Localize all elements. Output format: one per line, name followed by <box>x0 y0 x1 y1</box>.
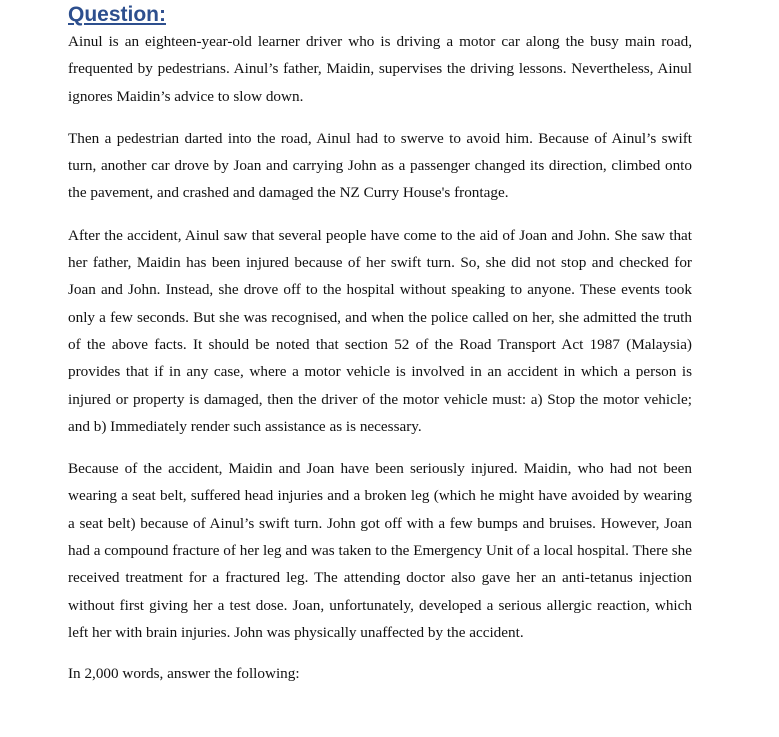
document-page <box>68 0 692 688</box>
paragraph-swerve: Then a pedestrian darted into the road, Ainul had to swerve to avoid him. Because of Ainul’s swift turn, another car drove by Joan and carrying John as a passenger changed its direction, climbed onto the pavement, and crashed and damaged the NZ Curry House's frontage. <box>68 129 692 202</box>
paragraph-intro: Ainul is an eighteen-year-old learner driver who is driving a motor car along the busy main road, frequented by pedestrians. Ainul’s father, Maidin, supervises the driving lessons. Nevertheless, Ainul ignores Maidin’s advice to slow down. <box>68 33 692 105</box>
paragraph-after-accident: After the accident, Ainul saw that several people have come to the aid of Joan and John. She saw that her father, Maidin has been injured because of her swift turn. So, she did not stop and checked for Joan and John. Instead, she drove off to the hospital without speaking to anyone. These events took only a few seconds. But she was recognised, and when the police called on her, she admitted the truth of the above facts. It should be noted that section 52 of the Road Transport Act 1987 (Malaysia) provides that if in any case, where a motor vehicle is involved in an accident in which a person is injured or property is damaged, then the driver of the motor vehicle must: a) Stop the motor vehicle; and b) Immediately render such assistance as is necessary. <box>68 226 692 435</box>
paragraph-injuries: Because of the accident, Maidin and Joan have been seriously injured. Maidin, who had not been wearing a seat belt, suffered head injuries and a broken leg (which he might have avoided by wearing a seat belt) because of Ainul’s swift turn. John got off with a few bumps and bruises. However, Joan had a compound fracture of her leg and was taken to the Emergency Unit of a local hospital. There she received treatment for a fractured leg. The attending doctor also gave her an anti-tetanus injection without first giving her a test dose. Joan, unfortunately, developed a serious allergic reaction, which left her with brain injuries. John was physically unaffected by the accident. <box>68 460 692 641</box>
question-heading: Question: <box>68 3 166 26</box>
paragraph-instruction: In 2,000 words, answer the following: <box>68 665 300 683</box>
